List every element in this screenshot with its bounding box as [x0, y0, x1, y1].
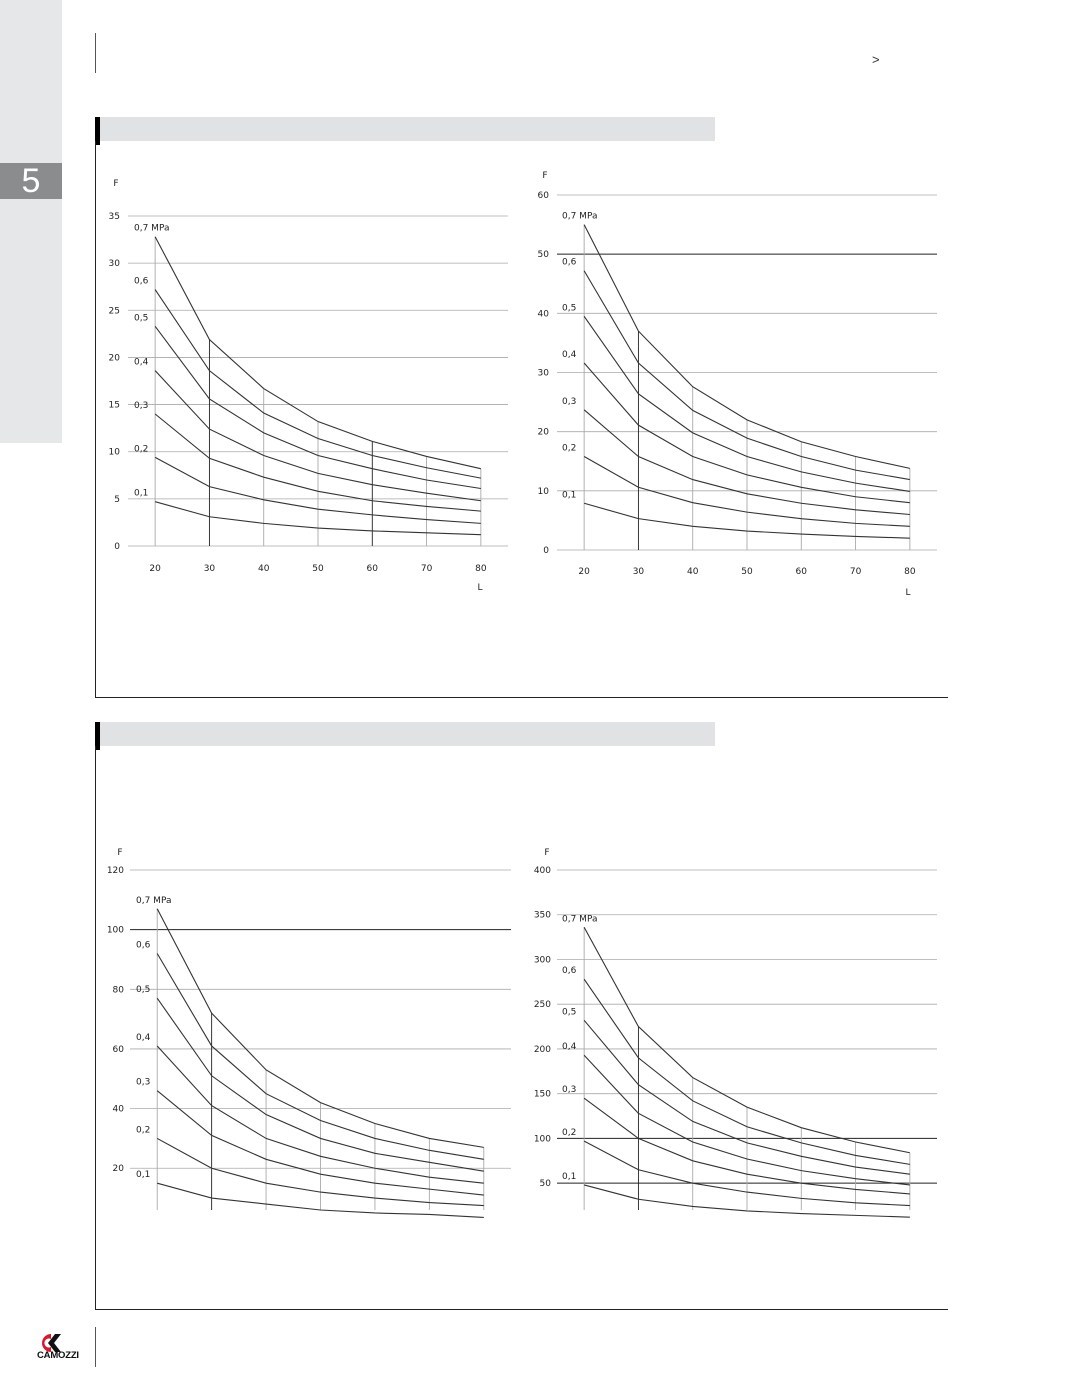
next-page-arrow[interactable]: >	[872, 52, 880, 67]
y-tick-label: 10	[108, 447, 120, 458]
x-tick-label: 80	[904, 567, 916, 577]
y-axis-label: F	[542, 171, 548, 181]
series-label: 0,3	[136, 1077, 151, 1088]
x-tick-label: 30	[203, 564, 216, 574]
y-tick-label: 150	[533, 1089, 551, 1100]
x-tick-label: 30	[632, 567, 645, 577]
x-axis-label: L	[477, 583, 483, 593]
series-label: 0,2	[134, 444, 149, 455]
x-tick-label: 20	[578, 567, 590, 577]
x-tick-label: 20	[149, 564, 161, 574]
series-label: 0,7 MPa	[136, 895, 172, 906]
y-tick-label: 250	[533, 1000, 551, 1011]
series-label: 0,5	[134, 313, 149, 324]
y-tick-label: 20	[537, 427, 549, 438]
x-tick-label: 40	[686, 567, 699, 577]
series-label: 0,1	[134, 488, 149, 499]
y-tick-label: 0	[543, 546, 549, 556]
y-tick-label: 60	[112, 1044, 124, 1055]
chart-2	[538, 171, 937, 598]
brand-name: CAMOZZI	[37, 1350, 79, 1361]
y-tick-label: 100	[533, 1134, 551, 1145]
series-label: 0,3	[134, 401, 149, 411]
series-label: 0,6	[562, 257, 577, 268]
chart-1	[109, 179, 508, 593]
y-tick-label: 30	[108, 259, 120, 270]
y-tick-label: 5	[114, 494, 120, 505]
y-tick-label: 300	[533, 955, 551, 966]
y-tick-label: 30	[537, 368, 549, 379]
y-tick-label: 50	[537, 250, 549, 261]
y-tick-label: 0	[114, 542, 120, 552]
y-tick-label: 40	[537, 309, 549, 320]
x-tick-label: 60	[795, 567, 808, 577]
chart-4	[534, 848, 937, 1217]
y-tick-label: 80	[112, 985, 124, 996]
series-label: 0,2	[562, 1128, 577, 1139]
series-label: 0,4	[562, 350, 577, 361]
y-tick-label: 60	[537, 191, 549, 201]
x-tick-label: 70	[420, 564, 433, 574]
x-tick-label: 50	[312, 564, 324, 574]
series-label: 0,6	[136, 940, 151, 951]
x-tick-label: 50	[741, 567, 753, 577]
y-tick-label: 15	[108, 400, 120, 411]
series-label: 0,1	[562, 1171, 577, 1182]
chapter-number: 5	[0, 163, 62, 199]
y-tick-label: 35	[108, 212, 120, 222]
series-label: 0,4	[136, 1032, 151, 1043]
chart-3	[107, 848, 511, 1217]
series-label: 0,1	[562, 490, 577, 501]
series-label: 0,7 MPa	[562, 211, 598, 222]
series-label: 0,3	[562, 396, 577, 407]
y-tick-label: 100	[106, 925, 124, 936]
series-label: 0,2	[562, 443, 577, 454]
series-label: 0,5	[136, 985, 151, 996]
y-tick-label: 350	[533, 910, 551, 921]
series-label: 0,5	[562, 303, 577, 314]
x-axis-label: L	[905, 588, 911, 598]
y-tick-label: 20	[108, 353, 120, 364]
series-label: 0,3	[562, 1085, 577, 1096]
series-label: 0,1	[136, 1170, 151, 1181]
y-tick-label: 40	[112, 1104, 124, 1115]
y-axis-label: F	[544, 848, 550, 858]
x-tick-label: 60	[366, 564, 379, 574]
series-label: 0,7 MPa	[134, 223, 170, 234]
y-tick-label: 20	[112, 1164, 124, 1175]
y-tick-label: 400	[533, 866, 551, 876]
y-tick-label: 120	[106, 866, 124, 876]
y-axis-label: F	[113, 179, 119, 189]
series-label: 0,4	[562, 1042, 577, 1053]
series-label: 0,7 MPa	[562, 914, 598, 925]
y-tick-label: 10	[537, 486, 549, 497]
y-tick-label: 50	[539, 1179, 551, 1190]
x-tick-label: 40	[257, 564, 270, 574]
series-label: 0,6	[134, 276, 149, 287]
series-label: 0,4	[134, 357, 149, 368]
y-tick-label: 25	[108, 306, 120, 317]
y-axis-label: F	[117, 848, 123, 858]
x-tick-label: 70	[849, 567, 862, 577]
series-label: 0,6	[562, 966, 577, 977]
x-tick-label: 80	[475, 564, 487, 574]
series-label: 0,2	[136, 1125, 151, 1136]
series-label: 0,5	[562, 1007, 577, 1018]
y-tick-label: 200	[533, 1044, 551, 1055]
